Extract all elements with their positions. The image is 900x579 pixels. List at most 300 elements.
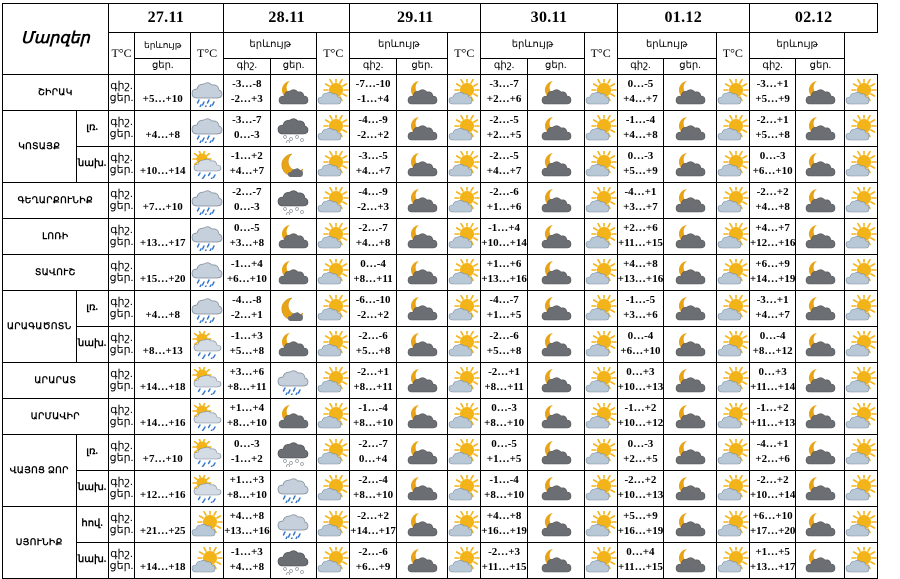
weather-icon-cell [191,363,224,399]
moon-cloud-icon [804,403,836,431]
moon-cloud-icon [674,511,706,539]
night-label: գիշ. [110,331,133,344]
cloud-rain-icon [277,475,309,503]
weather-icon-cell [527,435,584,471]
weather-icon-cell [448,111,481,147]
sun-cloud-icon [717,547,749,575]
weather-icon-cell [716,543,749,579]
time-of-day-labels [108,399,135,435]
time-of-day-labels [108,111,135,147]
temperature-range [350,75,397,111]
weather-icon-cell [584,507,617,543]
date-header: 29.11 [350,4,481,33]
region-row [3,219,900,255]
day-label: ցեր. [109,559,134,572]
temperature-range [617,435,664,471]
weather-icon-cell [191,435,224,471]
weather-icon-cell [396,327,447,363]
weather-icon-cell [448,147,481,183]
day-temperature: +5…+8 [755,129,790,141]
weather-icon-cell [191,183,224,219]
day-temperature: -1…+4 [357,93,390,105]
sun-cloud-rain-icon [191,475,223,503]
night-temperature: -2…+2 [756,186,789,199]
weather-icon-cell [584,183,617,219]
weather-icon-cell [845,255,878,291]
weather-icon-cell [191,471,224,507]
night-temperature: +1…+4 [229,402,265,415]
sun-cloud-icon [585,259,617,287]
night-temperature: 0…+3 [626,366,655,379]
weather-icon-cell [270,255,317,291]
night-temperature: +1…+5 [755,546,790,559]
day-temperature: -2…+1 [230,309,263,321]
forecast-body [3,75,900,579]
temperature-range [749,507,796,543]
weather-icon-cell [664,75,717,111]
weather-icon-cell [317,327,350,363]
weather-header: երևույթ [617,33,716,59]
region-name: ՍՅՈՒՆԻՔ [3,507,77,579]
zone-label: լռ. [76,291,108,327]
forecast-table [2,3,900,579]
day-temperature: 0…-3 [234,201,260,213]
weather-icon-cell [317,399,350,435]
weather-icon-cell [716,471,749,507]
region-row [3,399,900,435]
weather-icon-cell [448,471,481,507]
weather-icon-cell [396,507,447,543]
sun-cloud-icon [317,439,349,467]
sun-cloud-icon [448,475,480,503]
weather-icon-cell [796,471,845,507]
moon-cloud-icon [674,259,706,287]
day-temperature: +3…+8 [229,237,265,249]
day-temperature: +11…+14 [750,381,796,393]
temperature-value: +15…+20 [135,255,191,291]
temperature-value: +14…+18 [135,543,191,579]
weather-icon-cell [845,291,878,327]
night-temperature: 0…-3 [759,150,786,163]
day-temperature: 0…+4 [358,453,388,465]
temperature-range [481,507,528,543]
moon-cloud-icon [674,79,706,107]
weather-icon-cell [527,363,584,399]
night-temperature: -1…+3 [230,546,263,559]
night-temperature: -3…-7 [489,78,519,91]
weather-icon-cell [584,111,617,147]
weather-icon-cell [317,255,350,291]
sun-cloud-icon [448,295,480,323]
day-temperature: +8…+11 [227,381,267,393]
moon-cloud-icon [277,259,309,287]
day-subheader: ցեր. [135,59,191,75]
day-subheader: ցեր. [270,59,317,75]
time-of-day-labels [108,543,135,579]
night-label: գիշ. [110,151,133,164]
temperature-range [749,147,796,183]
weather-icon-cell [796,291,845,327]
day-label: ցեր. [109,199,134,212]
night-temperature: -3…+1 [756,78,789,91]
weather-icon-cell [584,435,617,471]
temperature-range [350,543,397,579]
sun-cloud-icon [845,547,877,575]
moon-cloud-icon [674,295,706,323]
day-temperature: +5…+8 [355,345,391,357]
weather-icon-cell [317,219,350,255]
night-temperature: -1…-5 [625,294,656,307]
temperature-range [350,183,397,219]
night-temperature: -4…-7 [489,294,519,307]
day-temperature: +17…+20 [749,525,796,537]
weather-icon-cell [716,147,749,183]
night-temperature: -6…-10 [355,294,391,307]
moon-cloud-icon [804,331,836,359]
weather-icon-cell [270,435,317,471]
day-label: ցեր. [109,379,134,392]
day-temperature: +3…+6 [623,309,658,321]
temperature-range [224,147,271,183]
weather-icon-cell [796,183,845,219]
sun-cloud-icon [585,151,617,179]
sun-cloud-icon [717,511,749,539]
region-row [3,183,900,219]
temperature-range [617,291,664,327]
weather-icon-cell [845,471,878,507]
weather-icon-cell [796,219,845,255]
temperature-value: +14…+18 [135,363,191,399]
temperature-range [481,111,528,147]
night-temperature: -3…-8 [232,78,262,91]
cloud-rain-icon [191,187,223,215]
temperature-range [481,183,528,219]
region-name: ՇԻՐԱԿ [3,75,109,111]
temperature-range [617,327,664,363]
sun-cloud-icon [191,511,223,539]
moon-cloud-icon [540,439,572,467]
moon-cloud-icon [804,223,836,251]
weather-icon-cell [716,219,749,255]
weather-icon-cell [845,399,878,435]
night-temperature: -1…+4 [230,258,263,271]
zone-label: նախ. [76,543,108,579]
temperature-range [749,399,796,435]
temperature-value: +4…+8 [135,291,191,327]
weather-icon-cell [191,399,224,435]
day-temperature: +4…+7 [229,165,265,177]
moon-cloud-icon [804,511,836,539]
sun-cloud-icon [585,511,617,539]
region-row [3,255,900,291]
weather-icon-cell [716,255,749,291]
day-temperature: +4…+7 [486,165,522,177]
cloud-rain-icon [277,367,309,395]
sun-cloud-icon [585,439,617,467]
night-temperature: -1…-4 [489,474,519,487]
moon-cloud-icon [406,115,438,143]
weather-icon-cell [191,147,224,183]
temperature-header: T°C [317,33,350,75]
day-temperature: +8…+10 [353,417,394,429]
date-header: 28.11 [224,4,350,33]
weather-icon-cell [270,219,317,255]
night-temperature: +2…+6 [623,222,658,235]
weather-icon-cell [317,471,350,507]
sun-cloud-icon [585,547,617,575]
weather-icon-cell [796,435,845,471]
moon-cloud-icon [540,79,572,107]
sun-cloud-icon [448,367,480,395]
sun-cloud-rain-icon [191,367,223,395]
weather-icon-cell [796,507,845,543]
day-temperature: +14…+19 [749,273,796,285]
weather-icon-cell [796,543,845,579]
moon-cloud-icon [406,403,438,431]
time-of-day-labels [108,435,135,471]
sun-cloud-icon [585,187,617,215]
region-row [3,327,900,363]
region-name: ԳԵՂԱՐՔՈՒՆԻՔ [3,183,109,219]
temperature-value: +12…+16 [135,471,191,507]
sun-cloud-icon [448,547,480,575]
weather-icon-cell [584,147,617,183]
temperature-range [224,291,271,327]
night-temperature: -1…-4 [625,114,656,127]
day-temperature: +16…+19 [617,525,664,537]
region-row [3,111,900,147]
sun-cloud-icon [448,115,480,143]
temperature-range [617,111,664,147]
night-label: գիշ. [110,511,133,524]
weather-icon-cell [716,363,749,399]
day-temperature: +10…+12 [617,417,664,429]
day-temperature: +8…+11 [353,273,393,285]
region-row [3,75,900,111]
night-temperature: -1…+2 [624,402,657,415]
day-temperature: +6…+10 [752,165,793,177]
moon-cloud-icon [540,259,572,287]
night-temperature: -3…+1 [756,294,789,307]
moon-cloud-icon [804,151,836,179]
moon-cloud-icon [277,403,309,431]
moon-cloud-icon [540,115,572,143]
time-of-day-labels [108,327,135,363]
weather-icon-cell [191,543,224,579]
moon-cloud-icon [540,331,572,359]
weather-icon-cell [584,327,617,363]
weather-icon-cell [396,255,447,291]
night-temperature: -2…-5 [489,114,519,127]
temperature-range [617,543,664,579]
day-label: ցեր. [109,343,134,356]
night-temperature: -2…-7 [232,186,262,199]
moon-cloud-icon [674,187,706,215]
weather-icon-cell [317,507,350,543]
sun-cloud-icon [845,223,877,251]
night-label: գիշ. [110,115,133,128]
sun-cloud-icon [845,187,877,215]
weather-icon-cell [396,75,447,111]
night-temperature: 0…-4 [627,330,654,343]
weather-icon-cell [191,111,224,147]
night-temperature: -3…-7 [232,114,262,127]
sun-cloud-icon [717,475,749,503]
temperature-range [617,255,664,291]
day-temperature: -2…+3 [230,93,263,105]
day-temperature: +5…+8 [486,345,522,357]
sun-cloud-icon [317,331,349,359]
moon-cloud-icon [804,295,836,323]
day-temperature: +8…+10 [484,489,525,501]
weather-icon-cell [448,507,481,543]
night-temperature: -1…+2 [756,402,789,415]
cloud-rain-icon [191,79,223,107]
weather-icon-cell [584,219,617,255]
weather-icon-cell [527,399,584,435]
temperature-range [749,183,796,219]
region-row [3,435,900,471]
weather-icon-cell [716,291,749,327]
sun-cloud-icon [191,547,223,575]
region-row [3,291,900,327]
night-temperature: +3…+6 [229,366,265,379]
day-temperature: 0…-3 [234,129,260,141]
temperature-range [350,219,397,255]
temperature-range [224,399,271,435]
weather-icon-cell [527,543,584,579]
weather-header: երևույթ [135,33,191,59]
moon-cloud-icon [804,547,836,575]
region-name: ՏԱՎՈՒՇ [3,255,109,291]
sun-cloud-icon [845,367,877,395]
temperature-range [481,363,528,399]
weather-icon-cell [396,543,447,579]
night-temperature: -2…-6 [489,186,519,199]
night-label: գիշ. [110,259,133,272]
sun-cloud-icon [845,439,877,467]
temperature-range [350,435,397,471]
day-temperature: +2…+6 [755,453,790,465]
moon-cloud-icon [277,79,309,107]
moon-cloud-icon [674,367,706,395]
temperature-range [481,471,528,507]
weather-icon-cell [845,183,878,219]
weather-icon-cell [527,147,584,183]
sun-cloud-icon [717,403,749,431]
day-temperature: +6…+9 [355,561,391,573]
temperature-value: +14…+16 [135,399,191,435]
weather-icon-cell [584,399,617,435]
night-temperature: -2…-6 [489,330,519,343]
night-temperature: +1…+3 [229,474,265,487]
weather-icon-cell [191,507,224,543]
sun-cloud-icon [585,367,617,395]
night-label: գիշ. [110,439,133,452]
time-of-day-labels [108,219,135,255]
sun-cloud-icon [845,259,877,287]
weather-icon-cell [716,507,749,543]
day-temperature: +13…+16 [481,273,527,285]
weather-icon-cell [448,219,481,255]
day-temperature: +11…+15 [481,561,527,573]
day-label: ցեր. [109,415,134,428]
moon-cloud-icon [804,187,836,215]
cloud-rain-icon [191,115,223,143]
temperature-range [617,219,664,255]
temperature-range [749,291,796,327]
sun-cloud-icon [317,259,349,287]
day-label: ցեր. [109,127,134,140]
cloud-snow-icon [277,115,309,143]
moon-cloud-icon [406,151,438,179]
day-temperature: +10…+14 [481,237,527,249]
sun-cloud-icon [585,295,617,323]
zone-label: նախ. [76,147,108,183]
date-header: 01.12 [617,4,749,33]
temperature-range [224,363,271,399]
time-of-day-labels [108,75,135,111]
sun-cloud-icon [717,367,749,395]
cloud-snow-icon [277,187,309,215]
night-temperature: -2…-4 [358,474,388,487]
day-temperature: +13…+16 [617,273,664,285]
temperature-value: +8…+13 [135,327,191,363]
day-temperature: +1…+6 [486,201,522,213]
day-temperature: +10…+13 [617,381,664,393]
temperature-range [617,75,664,111]
night-temperature: 0…-5 [491,438,517,451]
weather-icon-cell [448,183,481,219]
zone-label: նախ. [76,471,108,507]
night-temperature: -2…+1 [357,366,390,379]
temperature-range [617,471,664,507]
temperature-range [224,111,271,147]
weather-icon-cell [845,543,878,579]
moon-cloud-icon [406,331,438,359]
weather-icon-cell [527,255,584,291]
moon-cloud-icon [406,295,438,323]
night-temperature: -1…+2 [230,150,263,163]
night-temperature: 0…+3 [758,366,787,379]
day-label: ցեր. [109,271,134,284]
time-of-day-labels [108,147,135,183]
sun-cloud-icon [845,511,877,539]
night-temperature: 0…-5 [234,222,260,235]
day-temperature: +2…+6 [486,93,522,105]
weather-icon-cell [664,291,717,327]
weather-icon-cell [270,543,317,579]
weather-icon-cell [664,399,717,435]
sun-cloud-icon [717,223,749,251]
day-label: ցեր. [109,487,134,500]
region-name: ԱՐՄԱՎԻՐ [3,399,109,435]
night-temperature: -1…-4 [358,402,388,415]
cloud-rain-icon [191,259,223,287]
weather-icon-cell [664,363,717,399]
sun-cloud-icon [317,295,349,323]
day-label: ցեր. [109,91,134,104]
weather-icon-cell [845,327,878,363]
sun-cloud-rain-icon [191,151,223,179]
day-subheader: ցեր. [796,59,845,75]
forecast-container [2,3,900,579]
weather-icon-cell [317,363,350,399]
day-temperature: +2…+5 [623,453,658,465]
region-name: ԼՈՌԻ [3,219,109,255]
day-temperature: +1…+5 [486,453,522,465]
weather-icon-cell [845,507,878,543]
